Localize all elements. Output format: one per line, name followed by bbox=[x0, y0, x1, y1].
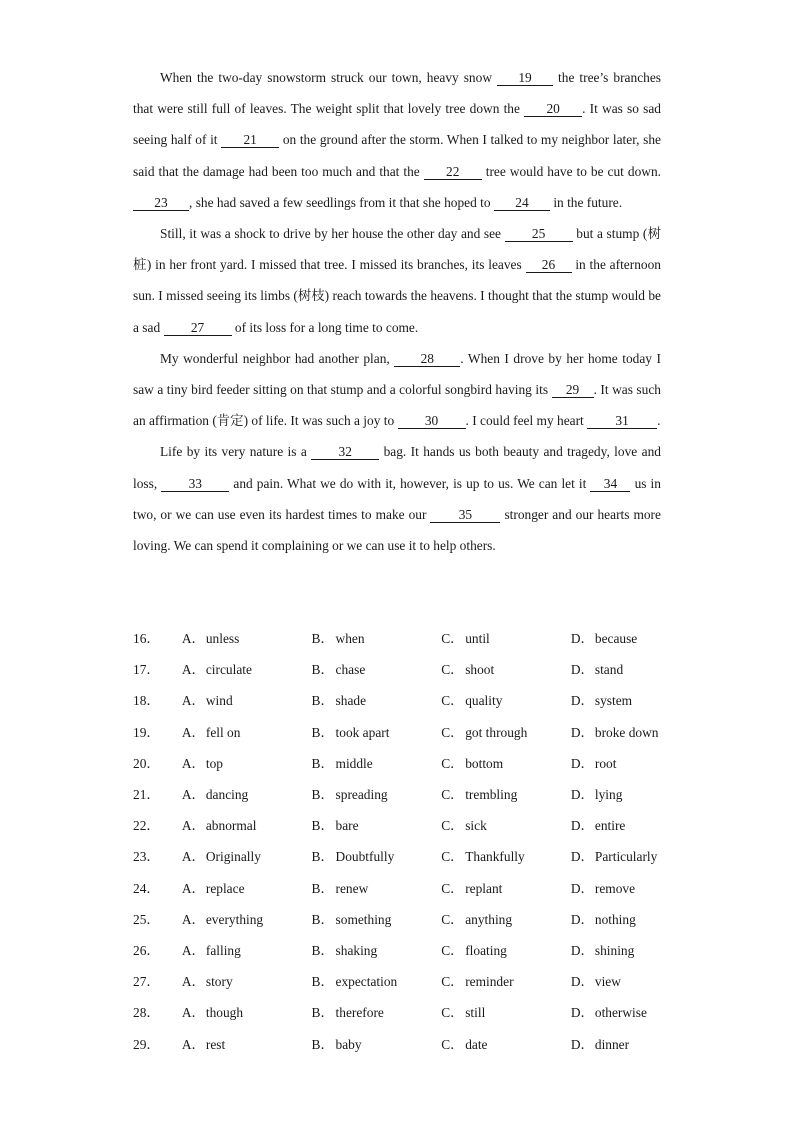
passage-text: . It was such an affirmation (肯定) of life. It was such a joy to bbox=[133, 382, 661, 429]
blank-35: 35 bbox=[430, 507, 500, 523]
option-letter: D． bbox=[570, 849, 594, 865]
passage-text: . When I drove by her home today I saw a tiny bird feeder sitting on that stump and a colorful songbird having its bbox=[133, 350, 661, 398]
option-a bbox=[182, 722, 312, 741]
option-letter: B． bbox=[311, 942, 334, 958]
option-text: abnormal bbox=[205, 818, 257, 834]
blank-25: 25 bbox=[505, 226, 573, 242]
blank-30: 30 bbox=[398, 413, 466, 429]
blank-31: 31 bbox=[587, 413, 657, 429]
option-letter: A． bbox=[181, 724, 205, 740]
option-text: root bbox=[594, 755, 617, 771]
option-text: wind bbox=[205, 693, 233, 709]
option-text: Thankfully bbox=[465, 849, 525, 865]
blank-23: 23 bbox=[133, 195, 189, 211]
option-text: still bbox=[465, 1005, 486, 1021]
question-row bbox=[133, 996, 693, 1027]
option-text: shoot bbox=[465, 662, 495, 678]
option-letter: D． bbox=[570, 755, 594, 771]
option-text: otherwise bbox=[594, 1005, 647, 1021]
option-letter: B． bbox=[311, 755, 334, 771]
option-letter: D． bbox=[570, 662, 594, 678]
option-letter: A． bbox=[181, 974, 205, 990]
cloze-passage bbox=[133, 62, 661, 561]
question-row bbox=[133, 934, 693, 965]
option-a bbox=[182, 753, 312, 772]
option-c bbox=[441, 690, 571, 709]
option-text: Particularly bbox=[594, 849, 658, 865]
option-c bbox=[441, 784, 571, 803]
option-b bbox=[312, 690, 442, 709]
option-a bbox=[182, 628, 312, 647]
option-text: bottom bbox=[465, 755, 504, 771]
option-d bbox=[571, 1002, 693, 1021]
passage-text: . bbox=[657, 413, 661, 429]
option-c bbox=[441, 722, 571, 741]
option-text: broke down bbox=[594, 724, 659, 740]
option-letter: B． bbox=[311, 662, 334, 678]
option-letter: D． bbox=[570, 1005, 594, 1021]
option-letter: A． bbox=[181, 787, 205, 803]
paragraph-3 bbox=[133, 343, 661, 437]
option-letter: C． bbox=[441, 911, 464, 927]
option-text: reminder bbox=[465, 974, 514, 990]
option-text: lying bbox=[594, 787, 623, 803]
option-letter: A． bbox=[181, 693, 205, 709]
question-row bbox=[133, 840, 693, 871]
option-text: middle bbox=[335, 755, 373, 771]
question-options-list bbox=[133, 622, 693, 1059]
option-letter: B． bbox=[311, 1005, 334, 1021]
option-text: bare bbox=[335, 818, 359, 834]
option-d bbox=[571, 878, 693, 897]
option-text: everything bbox=[205, 911, 264, 927]
option-text: view bbox=[594, 974, 621, 990]
option-text: fell on bbox=[205, 724, 241, 740]
question-number: 29． bbox=[133, 1036, 160, 1052]
option-text: though bbox=[205, 1005, 244, 1021]
question-number: 22． bbox=[133, 818, 160, 834]
option-letter: C． bbox=[441, 1005, 464, 1021]
passage-text: on the ground after the storm. When I talked to my neighbor later, she said that the damage had been too much and that the bbox=[133, 132, 661, 179]
question-number: 24． bbox=[133, 880, 160, 896]
question-number: 19． bbox=[133, 724, 160, 740]
option-b bbox=[312, 753, 442, 772]
option-letter: A． bbox=[181, 818, 205, 834]
option-a bbox=[182, 690, 312, 709]
option-d bbox=[571, 940, 693, 959]
option-letter: D． bbox=[570, 911, 594, 927]
option-letter: B． bbox=[311, 880, 334, 896]
option-letter: C． bbox=[441, 974, 464, 990]
option-b bbox=[312, 909, 442, 928]
passage-text: and pain. What we do with it, however, is up to us. We can let it bbox=[233, 475, 587, 491]
option-text: nothing bbox=[594, 911, 636, 927]
option-letter: C． bbox=[441, 755, 464, 771]
question-row bbox=[133, 809, 693, 840]
question-row bbox=[133, 872, 693, 903]
option-text: until bbox=[465, 631, 490, 647]
option-text: replant bbox=[465, 880, 503, 896]
option-letter: C． bbox=[441, 662, 464, 678]
option-letter: C． bbox=[441, 724, 464, 740]
passage-text: of its loss for a long time to come. bbox=[234, 319, 419, 335]
option-text: quality bbox=[465, 693, 503, 709]
option-b bbox=[312, 971, 442, 990]
option-letter: D． bbox=[570, 631, 594, 647]
passage-text: My wonderful neighbor had another plan, bbox=[160, 350, 390, 366]
question-number: 20． bbox=[133, 755, 160, 771]
passage-text: us in two, or we can use even its hardest times to make our bbox=[133, 475, 661, 522]
option-d bbox=[571, 815, 693, 834]
option-letter: D． bbox=[570, 880, 594, 896]
option-letter: D． bbox=[570, 1036, 594, 1052]
option-letter: D． bbox=[570, 974, 594, 990]
passage-text: in the future. bbox=[553, 194, 623, 210]
question-number: 28． bbox=[133, 1005, 160, 1021]
question-number: 16． bbox=[133, 631, 160, 647]
option-text: chase bbox=[335, 662, 366, 678]
blank-34: 34 bbox=[590, 476, 630, 492]
option-d bbox=[571, 722, 693, 741]
option-text: because bbox=[594, 631, 638, 647]
option-a bbox=[182, 940, 312, 959]
question-row bbox=[133, 684, 693, 715]
option-d bbox=[571, 659, 693, 678]
option-letter: A． bbox=[181, 849, 205, 865]
passage-text: the tree’s branches that were still full of leaves. The weight split that lovely tree down the bbox=[133, 70, 661, 117]
option-letter: A． bbox=[181, 942, 205, 958]
blank-24: 24 bbox=[494, 195, 550, 211]
option-text: expectation bbox=[335, 974, 398, 990]
question-number: 21． bbox=[133, 787, 160, 803]
option-letter: C． bbox=[441, 693, 464, 709]
question-row bbox=[133, 653, 693, 684]
option-letter: D． bbox=[570, 693, 594, 709]
option-c bbox=[441, 940, 571, 959]
option-a bbox=[182, 1002, 312, 1021]
option-text: something bbox=[335, 911, 392, 927]
option-letter: C． bbox=[441, 787, 464, 803]
question-number: 18． bbox=[133, 693, 160, 709]
passage-text: . I could feel my heart bbox=[465, 413, 584, 429]
option-text: top bbox=[205, 755, 223, 771]
passage-text: but a stump (树桩) in her front yard. I missed that tree. I missed its branches, its leaves bbox=[133, 226, 661, 273]
passage-text: . It was so sad seeing half of it bbox=[133, 101, 661, 148]
option-d bbox=[571, 628, 693, 647]
option-text: unless bbox=[205, 631, 240, 647]
option-letter: D． bbox=[570, 942, 594, 958]
blank-20: 20 bbox=[524, 101, 582, 117]
question-number: 23． bbox=[133, 849, 160, 865]
option-c bbox=[441, 815, 571, 834]
option-letter: B． bbox=[311, 693, 334, 709]
option-text: dinner bbox=[594, 1036, 630, 1052]
option-b bbox=[312, 815, 442, 834]
question-row bbox=[133, 778, 693, 809]
option-letter: B． bbox=[311, 631, 334, 647]
option-c bbox=[441, 846, 571, 865]
question-number: 27． bbox=[133, 974, 160, 990]
option-b bbox=[312, 722, 442, 741]
option-b bbox=[312, 940, 442, 959]
passage-text: When the two-day snowstorm struck our town, heavy snow bbox=[160, 70, 492, 85]
question-number: 25． bbox=[133, 911, 160, 927]
passage-text: Life by its very nature is a bbox=[160, 444, 307, 460]
blank-22: 22 bbox=[424, 164, 482, 180]
option-letter: C． bbox=[441, 1036, 464, 1052]
option-text: story bbox=[205, 974, 233, 990]
option-letter: A． bbox=[181, 911, 205, 927]
blank-26: 26 bbox=[526, 257, 572, 273]
passage-text: in the afternoon sun. I missed seeing its limbs (树枝) reach towards the heavens. I thought that the stump would be a sad bbox=[133, 257, 661, 335]
option-letter: A． bbox=[181, 1036, 205, 1052]
option-b bbox=[312, 846, 442, 865]
blank-19: 19 bbox=[497, 70, 553, 86]
option-text: replace bbox=[205, 880, 245, 896]
option-letter: A． bbox=[181, 631, 205, 647]
option-text: baby bbox=[335, 1036, 362, 1052]
blank-32: 32 bbox=[311, 444, 379, 460]
option-a bbox=[182, 659, 312, 678]
blank-27: 27 bbox=[164, 320, 232, 336]
question-row bbox=[133, 622, 693, 653]
option-c bbox=[441, 878, 571, 897]
option-text: sick bbox=[465, 818, 487, 834]
blank-29: 29 bbox=[552, 382, 594, 398]
option-b bbox=[312, 1034, 442, 1053]
option-letter: D． bbox=[570, 787, 594, 803]
question-row bbox=[133, 747, 693, 778]
option-letter: C． bbox=[441, 631, 464, 647]
blank-21: 21 bbox=[221, 132, 279, 148]
question-row bbox=[133, 716, 693, 747]
option-text: renew bbox=[335, 880, 369, 896]
option-text: entire bbox=[594, 818, 626, 834]
option-letter: C． bbox=[441, 849, 464, 865]
option-text: date bbox=[465, 1036, 488, 1052]
option-text: spreading bbox=[335, 787, 388, 803]
passage-text: Still, it was a shock to drive by her house the other day and see bbox=[160, 226, 501, 242]
option-c bbox=[441, 753, 571, 772]
option-text: Originally bbox=[205, 849, 261, 865]
option-d bbox=[571, 971, 693, 990]
option-a bbox=[182, 846, 312, 865]
option-text: dancing bbox=[205, 787, 249, 803]
option-d bbox=[571, 784, 693, 803]
option-b bbox=[312, 878, 442, 897]
option-text: rest bbox=[205, 1036, 226, 1052]
option-c bbox=[441, 1002, 571, 1021]
question-row bbox=[133, 1027, 693, 1058]
passage-text: tree would have to be cut down. bbox=[485, 163, 661, 179]
option-letter: C． bbox=[441, 942, 464, 958]
option-a bbox=[182, 971, 312, 990]
paragraph-4 bbox=[133, 436, 661, 561]
option-text: took apart bbox=[335, 724, 390, 740]
question-number: 17． bbox=[133, 662, 160, 678]
option-text: when bbox=[335, 631, 365, 647]
paragraph-2 bbox=[133, 218, 661, 343]
option-a bbox=[182, 909, 312, 928]
option-c bbox=[441, 659, 571, 678]
option-text: circulate bbox=[205, 662, 252, 678]
option-letter: B． bbox=[311, 911, 334, 927]
question-row bbox=[133, 965, 693, 996]
option-d bbox=[571, 909, 693, 928]
blank-28: 28 bbox=[394, 351, 460, 367]
blank-33: 33 bbox=[161, 476, 229, 492]
option-a bbox=[182, 1034, 312, 1053]
passage-text: , she had saved a few seedlings from it that she hoped to bbox=[189, 194, 491, 210]
option-text: falling bbox=[205, 942, 241, 958]
paragraph-1 bbox=[133, 62, 661, 218]
option-text: remove bbox=[594, 880, 636, 896]
option-letter: B． bbox=[311, 787, 334, 803]
option-b bbox=[312, 784, 442, 803]
option-b bbox=[312, 659, 442, 678]
option-d bbox=[571, 1034, 693, 1053]
option-text: stand bbox=[594, 662, 624, 678]
option-letter: D． bbox=[570, 724, 594, 740]
option-letter: A． bbox=[181, 880, 205, 896]
option-c bbox=[441, 628, 571, 647]
option-text: system bbox=[594, 693, 633, 709]
passage-text: bag. It hands us both beauty and tragedy, love and loss, bbox=[133, 444, 661, 491]
option-letter: B． bbox=[311, 818, 334, 834]
option-text: trembling bbox=[465, 787, 518, 803]
option-letter: B． bbox=[311, 724, 334, 740]
option-letter: B． bbox=[311, 849, 334, 865]
option-text: floating bbox=[465, 942, 507, 958]
option-letter: D． bbox=[570, 818, 594, 834]
option-d bbox=[571, 690, 693, 709]
option-text: shining bbox=[594, 942, 635, 958]
option-a bbox=[182, 784, 312, 803]
option-text: shaking bbox=[335, 942, 378, 958]
question-row bbox=[133, 903, 693, 934]
option-text: shade bbox=[335, 693, 367, 709]
option-text: therefore bbox=[335, 1005, 384, 1021]
option-d bbox=[571, 846, 693, 865]
option-letter: C． bbox=[441, 880, 464, 896]
option-b bbox=[312, 1002, 442, 1021]
option-c bbox=[441, 971, 571, 990]
option-text: got through bbox=[465, 724, 528, 740]
option-c bbox=[441, 909, 571, 928]
option-letter: A． bbox=[181, 1005, 205, 1021]
passage-text: stronger and our hearts more loving. We can spend it complaining or we can use it to help others. bbox=[133, 506, 661, 554]
question-number: 26． bbox=[133, 942, 160, 958]
option-text: anything bbox=[465, 911, 513, 927]
option-c bbox=[441, 1034, 571, 1053]
option-letter: B． bbox=[311, 974, 334, 990]
option-a bbox=[182, 878, 312, 897]
option-letter: C． bbox=[441, 818, 464, 834]
option-letter: A． bbox=[181, 755, 205, 771]
option-letter: A． bbox=[181, 662, 205, 678]
option-a bbox=[182, 815, 312, 834]
option-b bbox=[312, 628, 442, 647]
option-letter: B． bbox=[311, 1036, 334, 1052]
option-text: Doubtfully bbox=[335, 849, 395, 865]
option-d bbox=[571, 753, 693, 772]
